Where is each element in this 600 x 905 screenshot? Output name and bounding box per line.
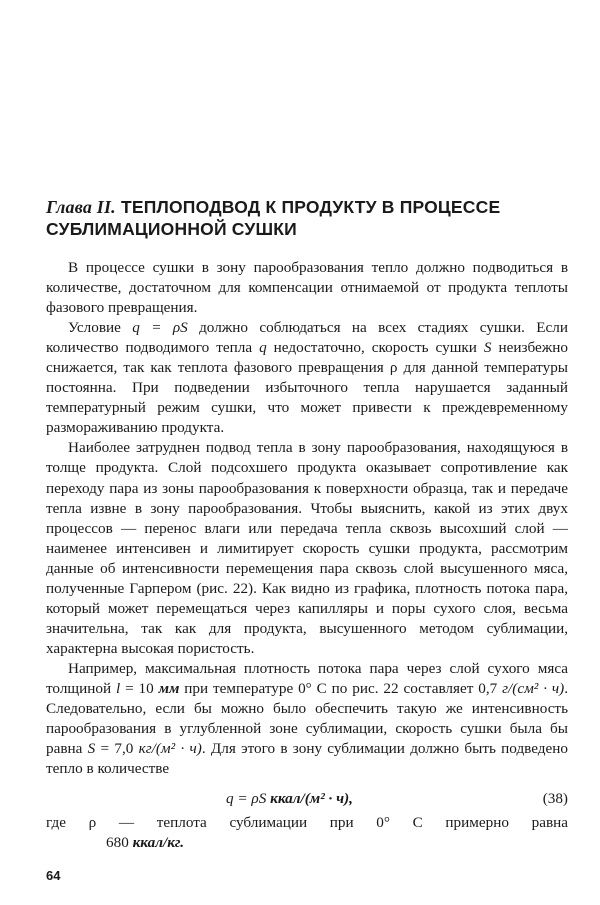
p4-mm: мм [158, 679, 180, 697]
p4-s2: = 10 [120, 679, 159, 697]
body-text [46, 258, 568, 853]
where-value-number: 680 [106, 834, 133, 852]
equation-number: (38) [542, 790, 568, 808]
p4-s3: при температуре 0° C по рис. 22 составляет 0,7 [179, 679, 503, 697]
p4-s1: Например, максимальная плотность потока пара через слой сухого мяса толщиной [46, 659, 568, 697]
equation [226, 789, 353, 809]
p2-q: q [259, 339, 267, 357]
chapter-label: Глава II. [46, 197, 116, 217]
chapter-title: ТЕПЛОПОДВОД К ПРОДУКТУ В ПРОЦЕССЕ СУБЛИМАЦИОННОЙ СУШКИ [46, 197, 501, 239]
p2-mid1: недостаточно, скорость сушки [266, 339, 484, 357]
paragraph-3: Наиболее затруднен подвод тепла в зону парообразования, находящуюся в толще продукта. Слой подсохшего продукта оказывает сопротивление как переходу пара из зоны парообразования к поверхности образца, так и передаче тепла извне в зону парообразования. Чтобы выяснить, какой из этих двух процессов — перенос влаги или передача тепла сквозь высохший слой — наименее интенсивен и лимитирует скорость сушки продукта, рассмотрим данные об интенсивности перемещения пара сквозь слой высушенного мяса, полученные Гарпером (рис. 22). Как видно из графика, плотность потока пара, который может перемещаться через капилляры и поры сухого слоя, весьма значительна, так как для продукта, высушенного методом сублимации, характерна высокая пористость. [46, 439, 568, 657]
p4-unit1: г/(см² · ч) [502, 679, 565, 697]
p4-l: l [115, 679, 121, 697]
chapter-heading [46, 196, 566, 240]
p4-s4: . Следовательно, если бы можно было обеспечить такую же интенсивность парообразования в углубленной зоне сублимации, скорость сушки была бы равна [46, 679, 568, 758]
where-value-unit: ккал/кг. [132, 834, 185, 852]
p2-s: S [483, 339, 492, 357]
paragraph-4 [46, 659, 568, 779]
p2-rest: неизбежно снижается, так как теплота фазового превращения ρ для данной температуры постоянна. При подведении избыточного тепла нарушается заданный температурный режим сушки, что может привести к преждевременному размораживанию продукта. [46, 339, 568, 437]
where-value [46, 833, 568, 853]
equation-row [46, 789, 568, 809]
p4-S: S [87, 740, 96, 758]
p4-s6: . Для этого в зону сублимации должно быть подведено тепло в количестве [46, 740, 568, 778]
equation-formula: q = ρS [226, 790, 271, 808]
p4-unit2: кг/(м² · ч) [138, 740, 202, 758]
p2-after: должно соблюдаться на всех стадиях сушки. Если количество подводимого тепла [46, 319, 568, 357]
paragraph-2 [46, 318, 568, 438]
paragraph-1: В процессе сушки в зону парообразования тепло должно подводиться в количестве, достаточном для компенсации отнимаемой от продукта теплоты фазового превращения. [46, 259, 568, 317]
p2-before: Условие [68, 319, 133, 337]
p2-formula: q = ρS [132, 319, 188, 337]
equation-unit: ккал/(м² · ч), [270, 790, 353, 808]
p4-s5: = 7,0 [95, 740, 139, 758]
where-line: где ρ — теплота сублимации при 0° C примерно равна [46, 814, 568, 832]
page-number: 64 [46, 868, 61, 883]
